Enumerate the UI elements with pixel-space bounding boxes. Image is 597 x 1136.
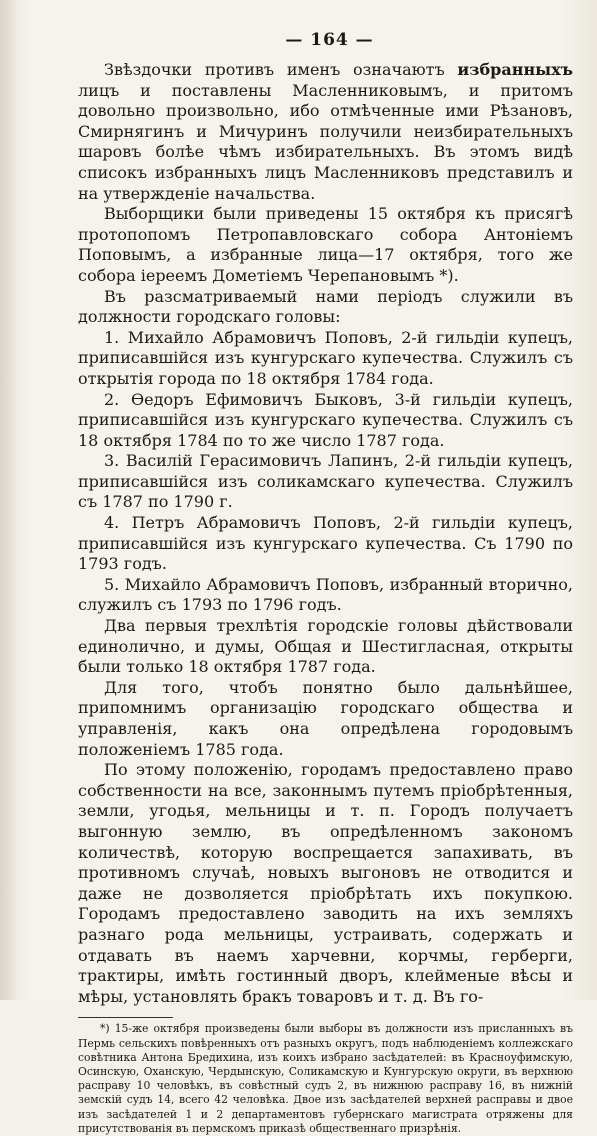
emphasis-text: избранныхъ — [457, 60, 573, 79]
paragraph-text: Звѣздочки противъ именъ означаютъ — [104, 60, 458, 79]
list-item-mayor-4: 4. Петръ Абрамовичъ Поповъ, 2-й гильдіи купецъ, приписавшійся изъ кунгурскаго купечества. Съ 1790 по 1793 годъ. — [78, 513, 573, 574]
footnote-divider — [78, 1017, 173, 1018]
paragraph-dumas: Два первыя трехлѣтія городскіе головы дѣйствовали единолично, и думы, Общая и Шестигласная, открыты были только 18 октября 1787 года. — [78, 616, 573, 677]
footnote: *) 15-же октября произведены были выборы въ должности изъ присланныхъ въ Пермь сельскихъ повѣренныхъ отъ разныхъ округъ, подъ наблюденіемъ коллежскаго совѣтника Антона Бредихина, изъ коихъ избрано засѣдателей: въ Красноуфимскую, Осинскую, Оханскую, Чердынскую, Соликамскую и Кунгурскую округи, въ верхнюю расправу 10 человѣкъ, въ совѣстный судъ 2, въ нижнюю расправу 16, въ нижній земскій судъ 14, всего 42 человѣка. Двое изъ засѣдателей верхней расправы и двое изъ засѣдателей 1 и 2 департаментовъ губернскаго магистрата отряжены для присутствованія въ пермскомъ приказѣ общественнаго призрѣнія. — [78, 1022, 573, 1135]
paragraph-period-intro: Въ разсматриваемый нами періодъ служили въ должности городскаго головы: — [78, 286, 573, 327]
paragraph-text: лицъ и поставлены Масленниковымъ, и притомъ довольно произвольно, ибо отмѣченные ими Рѣзановъ, Смирнягинъ и Мичуринъ получили неизбирательныхъ шаровъ болѣе чѣмъ избирательныхъ. Въ этомъ видѣ списокъ избранныхъ лицъ Масленниковъ представилъ и на утвержденіе начальства. — [78, 80, 573, 203]
paragraph-organization: Для того, чтобъ понятно было дальнѣйшее, припомнимъ организацію городскаго общества и управленія, какъ она опредѣлена городовымъ положеніемъ 1785 года. — [78, 677, 573, 759]
page-binding-shadow — [0, 0, 18, 1000]
paragraph-oath: Выборщики были приведены 15 октября къ присягѣ протопопомъ Петропавловскаго собора Антоніемъ Поповымъ, а избранные лица—17 октября, того же собора іереемъ Дометіемъ Черепановымъ *). — [78, 204, 573, 285]
list-item-mayor-3: 3. Василій Герасимовичъ Лапинъ, 2-й гильдіи купецъ, приписавшійся изъ соликамскаго купечества. Служилъ съ 1787 по 1790 г. — [78, 451, 573, 512]
paragraph-property-rights: По этому положенію, городамъ предоставлено право собственности на все, законнымъ путемъ пріобрѣтенныя, земли, угодья, мельницы и т. п. Городъ получаетъ выгонную землю, въ опредѣленномъ закономъ количествѣ, которую воспрещается запахивать, въ противномъ случаѣ, новыхъ выгоновъ не отводится и даже не дозволяется пріобрѣтать ихъ покупкою. Городамъ предоставлено заводить на ихъ земляхъ разнаго рода мельницы, устраивать, содержать и отдавать въ наемъ харчевни, корчмы, герберги, трактиры, имѣть гостинный дворъ, клейменые вѣсы и мѣры, установлять бракъ товаровъ и т. д. Въ го- — [78, 760, 573, 1006]
list-item-mayor-2: 2. Ѳедоръ Ефимовичъ Быковъ, 3-й гильдіи купецъ, приписавшійся изъ кунгурскаго купечества. Служилъ съ 18 октября 1784 по то же число 1787 года. — [78, 389, 573, 450]
paragraph-asterisks-note — [78, 60, 573, 204]
list-item-mayor-1: 1. Михайло Абрамовичъ Поповъ, 2-й гильдіи купецъ, приписавшійся изъ кунгурскаго купечества. Служилъ съ открытія города по 18 октября 1784 года. — [78, 327, 573, 388]
page-number: — 164 — — [285, 30, 374, 50]
list-item-mayor-5: 5. Михайло Абрамовичъ Поповъ, избранный вторично, служилъ съ 1793 по 1796 годъ. — [78, 574, 573, 615]
